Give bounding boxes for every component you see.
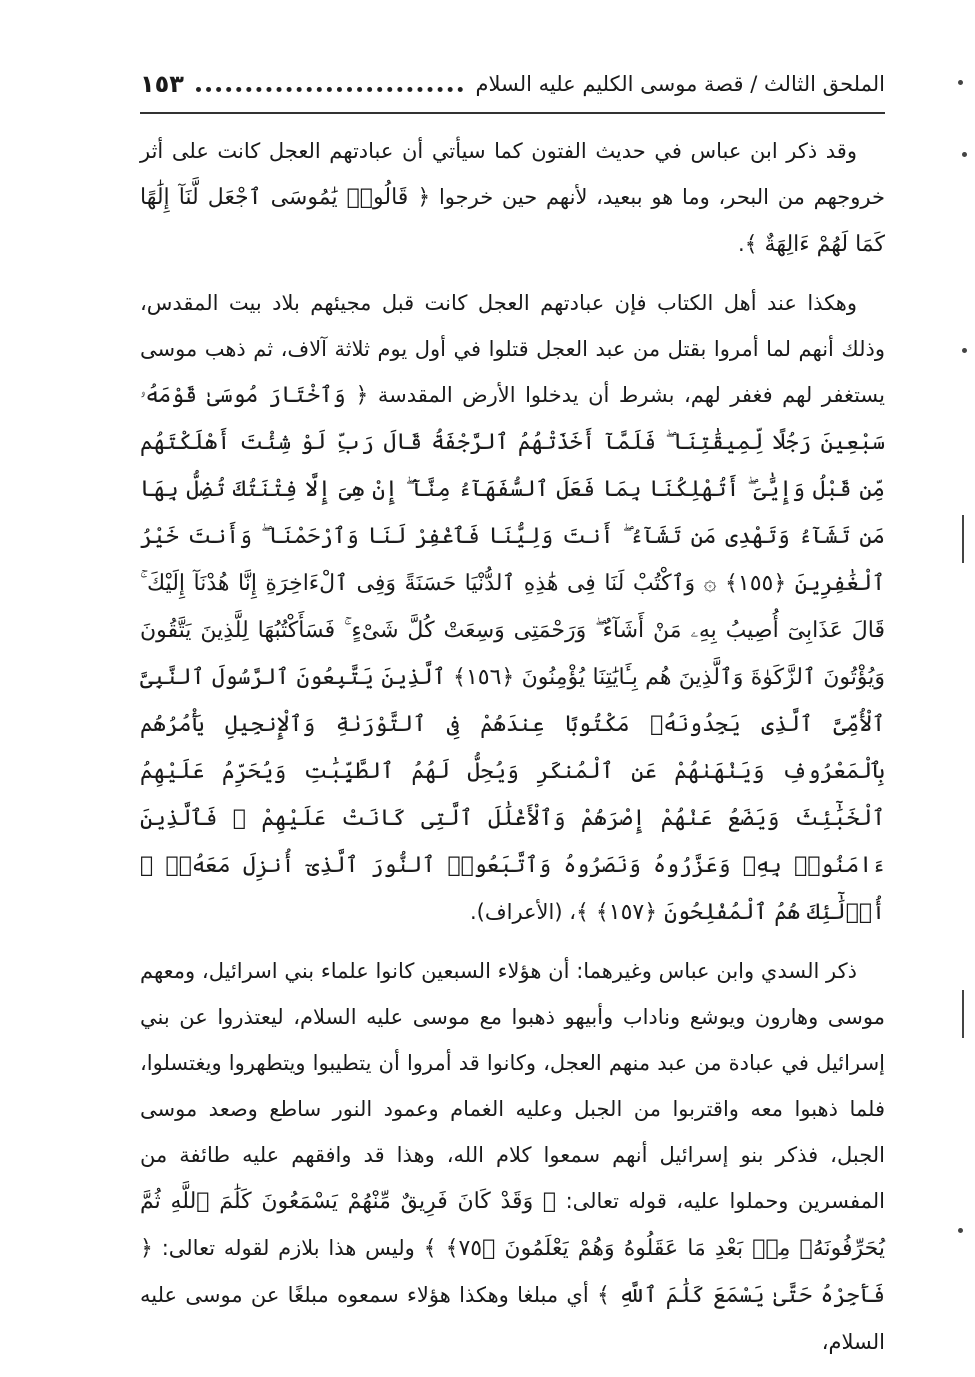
scan-mark: [962, 152, 967, 157]
quran-verse-3: ﴿ وَقَدْ كَانَ فَرِيقٌ مِّنْهُمْ يَسْمَعُونَ كَلَٰمَ ٱللَّهِ ثُمَّ يُحَرِّفُونَهُۥ مِنۢ بَعْدِ مَا عَقَلُوهُ وَهُمْ يَعْلَمُونَ ﴿٧٥﴾ ﴾: [140, 1189, 886, 1261]
paragraph-3-end: أي مبلغا وهكذا هؤلاء سمعوه مبلغًا عن موسى عليه السلام،: [140, 1283, 885, 1354]
running-title: الملحق الثالث / قصة موسى الكليم عليه السلام: [475, 72, 885, 96]
paragraph-1-text: وقد ذكر ابن عباس في حديث الفتون كما سيأتي أن عبادتهم العجل كانت على أثر خروجهم من البحر، وما هو ببعيد، لأنهم حين خرجوا: [140, 139, 885, 209]
page-header: [140, 62, 885, 106]
paragraph-2: [140, 280, 885, 936]
body-text: [140, 128, 885, 1377]
quran-verse-4: ﴿ فَأَجِرْهُ حَتَّىٰ يَسْمَعَ كَلَٰمَ ٱللَّهِ ﴾: [140, 1236, 885, 1308]
dotted-leader: [196, 87, 463, 92]
paragraph-3-mid: وليس هذا بلازم لقوله تعالى:: [161, 1236, 415, 1260]
scan-mark: [962, 990, 964, 1038]
paragraph-3-text: ذكر السدي وابن عباس وغيرهما: أن هؤلاء السبعين كانوا علماء بني اسرائيل، ومعهم موسى وهارون ويوشع وناداب وأبيهو ذهبوا مع موسى عليه السلام، ليعتذروا عن بني إسرائيل في عبادة من عبد منهم العجل، وكانوا قد أمروا أن يتطيبوا ويتطهروا ويغتسلوا، فلما ذهبوا معه واقتربوا من الجبل وعليه الغمام وعمود النور ساطع وصعد موسى الجبل، فذكر بنو إسرائيل أنهم سمعوا كلام الله، وهذا قد وافقهم عليه طائفة من المفسرين وحملوا عليه، قوله تعالى:: [140, 959, 886, 1213]
quran-verse-1: ﴿ قَالُوا۟ يَٰمُوسَى ٱجْعَل لَّنَآ إِلَٰهًا كَمَا لَهُمْ ءَالِهَةٌ ﴾: [140, 185, 885, 257]
quran-verse-2: ﴿ وَٱخْتَارَ مُوسَىٰ قَوْمَهُۥ سَبْعِينَ رَجُلًا لِّمِيقَٰتِنَا ۖ فَلَمَّآ أَخَذَتْهُمُ ٱلرَّجْفَةُ قَالَ رَبِّ لَوْ شِئْتَ أَهْلَكْتَهُم مِّن قَبْلُ وَإِيَّٰىَ ۖ أَتُهْلِكُنَا بِمَا فَعَلَ ٱلسُّفَهَآءُ مِنَّآ ۖ إِنْ هِىَ إِلَّا فِتْنَتُكَ تُضِلُّ بِهَا مَن تَشَآءُ وَتَهْدِى مَن تَشَآءُ ۖ أَنتَ وَلِيُّنَا فَٱغْفِرْ لَنَا وَٱرْحَمْنَا ۖ وَأَنتَ خَيْرُ ٱلْغَٰفِرِينَ ﴿١٥٥﴾ ۞ وَٱكْتُبْ لَنَا فِى هَٰذِهِ ٱلدُّنْيَا حَسَنَةً وَفِى ٱلْءَاخِرَةِ إِنَّا هُدْنَآ إِلَيْكَ ۚ قَالَ عَذَابِىٓ أُصِيبُ بِهِۦ مَنْ أَشَآءُ ۖ وَرَحْمَتِى وَسِعَتْ كُلَّ شَىْءٍ ۚ فَسَأَكْتُبُهَا لِلَّذِينَ يَتَّقُونَ وَيُؤْتُونَ ٱلزَّكَوٰةَ وَٱلَّذِينَ هُم بِـَٔايَٰتِنَا يُؤْمِنُونَ ﴿١٥٦﴾ ٱلَّذِينَ يَتَّبِعُونَ ٱلرَّسُولَ ٱلنَّبِىَّ ٱلْأُمِّىَّ ٱلَّذِى يَجِدُونَهُۥ مَكْتُوبًا عِندَهُمْ فِى ٱلتَّوْرَىٰةِ وَٱلْإِنجِيلِ يَأْمُرُهُم بِٱلْمَعْرُوفِ وَيَنْهَىٰهُمْ عَنِ ٱلْمُنكَرِ وَيُحِلُّ لَهُمُ ٱلطَّيِّبَٰتِ وَيُحَرِّمُ عَلَيْهِمُ ٱلْخَبَٰٓئِثَ وَيَضَعُ عَنْهُمْ إِصْرَهُمْ وَٱلْأَغْلَٰلَ ٱلَّتِى كَانَتْ عَلَيْهِمْ ۚ فَٱلَّذِينَ ءَامَنُوا۟ بِهِۦ وَعَزَّرُوهُ وَنَصَرُوهُ وَٱتَّبَعُوا۟ ٱلنُّورَ ٱلَّذِىٓ أُنزِلَ مَعَهُۥٓ ۙ أُو۟لَٰٓئِكَ هُمُ ٱلْمُفْلِحُونَ ﴿١٥٧﴾ ﴾: [140, 383, 885, 925]
paragraph-2-end: ، (الأعراف).: [469, 900, 577, 924]
scan-mark: [962, 515, 964, 563]
scan-mark: [958, 1228, 963, 1233]
page-number: ١٥٣: [140, 70, 184, 98]
scan-mark: [962, 348, 967, 353]
header-rule: [140, 112, 885, 114]
paragraph-3: [140, 948, 885, 1365]
paragraph-1-end: .: [737, 232, 745, 256]
paragraph-2-text: وهكذا عند أهل الكتاب فإن عبادتهم العجل كانت قبل مجيئهم بلاد بيت المقدس، وذلك أنهم لما أمروا بقتل من عبد العجل قتلوا في أول يوم ثلاثة آلاف، ثم ذهب موسى يستغفر لهم فغفر لهم، بشرط أن يدخلوا الأرض المقدسة: [140, 291, 885, 407]
scan-mark: [958, 80, 963, 85]
paragraph-1: [140, 128, 885, 268]
